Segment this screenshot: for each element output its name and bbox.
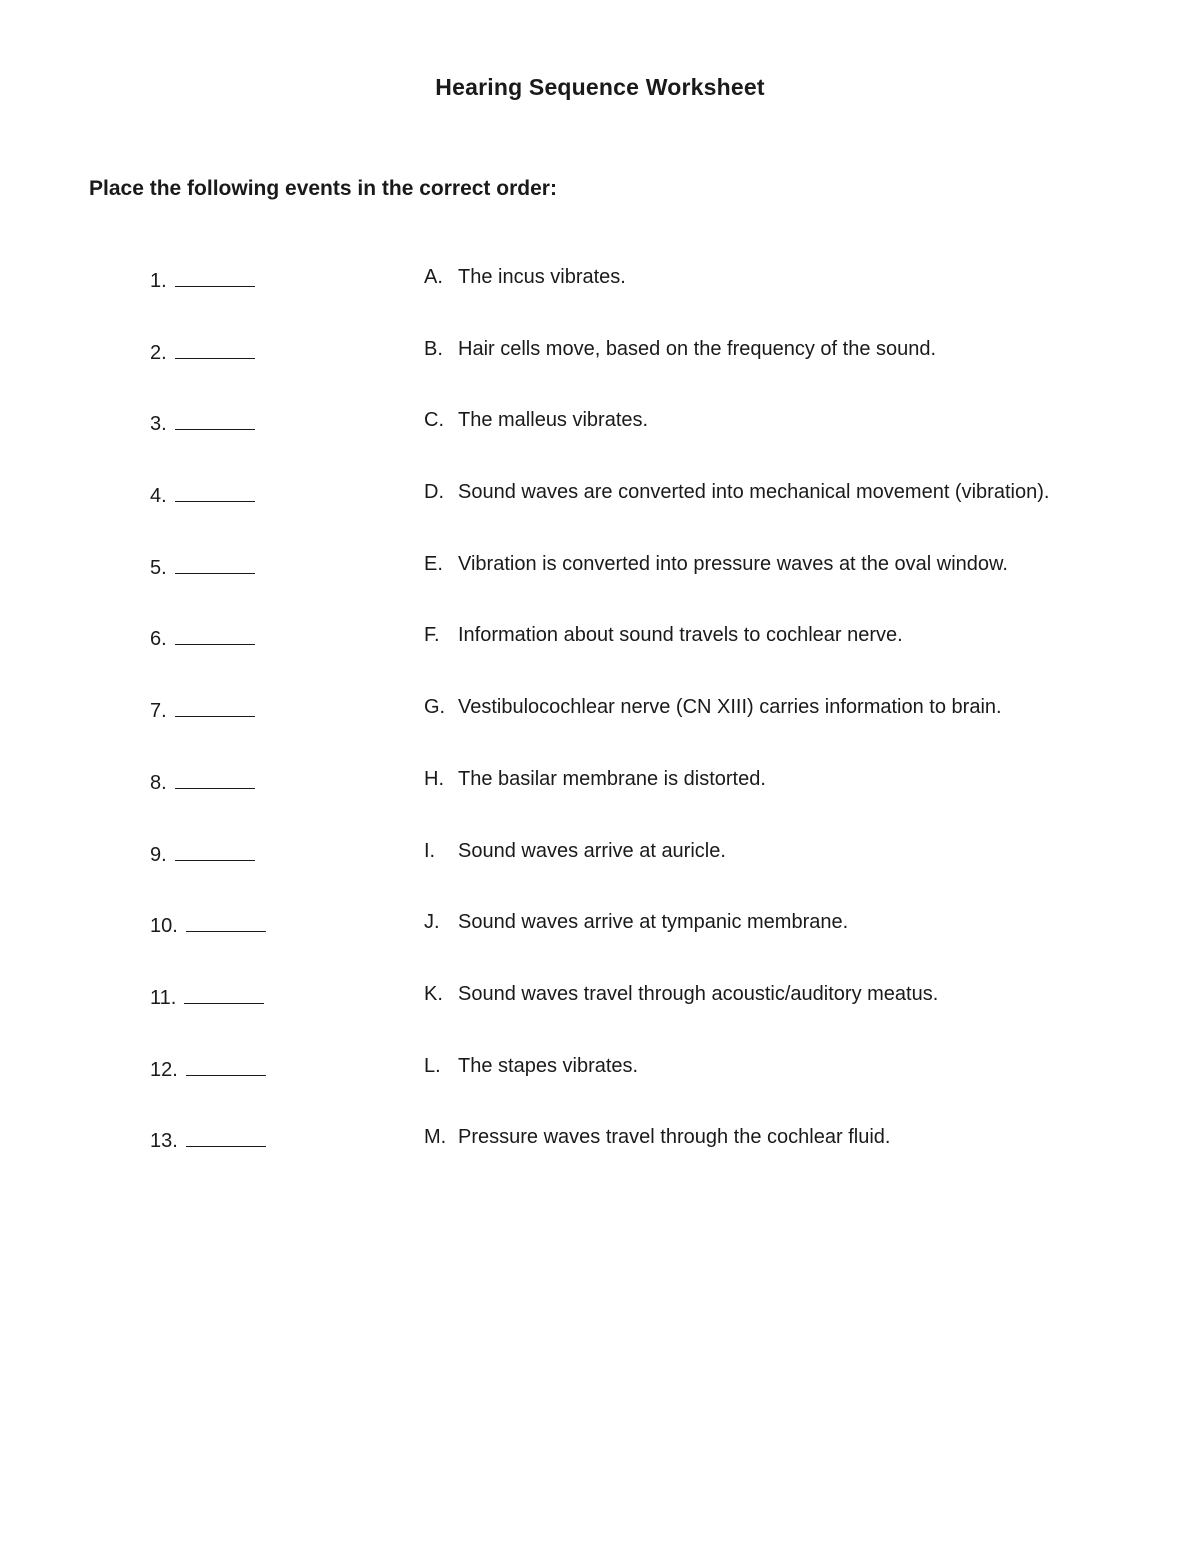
event-letter: D.	[424, 481, 444, 504]
answer-blank[interactable]	[175, 624, 255, 645]
answer-blank[interactable]	[186, 1055, 266, 1076]
answer-blank[interactable]	[186, 1126, 266, 1147]
sequence-row	[0, 1051, 1200, 1123]
answer-blank[interactable]	[175, 840, 255, 861]
event-letter: H.	[424, 767, 444, 790]
item-number: 5.	[150, 556, 167, 579]
event-letter: I.	[424, 839, 436, 862]
event-text: Sound waves travel through acoustic/auditory meatus.	[458, 982, 939, 1005]
answer-blank[interactable]	[175, 553, 255, 574]
event-text: Sound waves arrive at tympanic membrane.	[458, 911, 849, 934]
event-text: Vibration is converted into pressure waves at the oval window.	[458, 552, 1008, 575]
event-letter: F.	[424, 624, 440, 647]
sequence-row	[0, 764, 1200, 836]
item-number: 1.	[150, 270, 167, 292]
event-letter: B.	[424, 337, 443, 360]
sequence-row	[0, 549, 1200, 621]
item-number: 3.	[150, 413, 167, 436]
event-text: The stapes vibrates.	[458, 1054, 639, 1077]
event-text: The basilar membrane is distorted.	[458, 767, 766, 790]
event-letter: G.	[424, 696, 446, 719]
event-letter: E.	[424, 552, 443, 575]
event-text: Pressure waves travel through the cochlear fluid.	[458, 1126, 891, 1149]
event-text: Sound waves are converted into mechanical movement (vibration).	[458, 481, 1050, 504]
answer-blank[interactable]	[175, 696, 255, 717]
sequence-row	[0, 334, 1200, 406]
answer-blank[interactable]	[175, 768, 255, 789]
instruction-text: Place the following events in the correct order:	[89, 177, 557, 200]
answer-blank[interactable]	[175, 338, 255, 359]
sequence-row	[0, 477, 1200, 549]
sequence-row	[0, 836, 1200, 908]
event-letter: K.	[424, 982, 443, 1005]
sequence-row	[0, 405, 1200, 477]
answer-blank[interactable]	[175, 409, 255, 430]
item-number: 4.	[150, 485, 167, 508]
item-number: 10.	[150, 915, 178, 938]
item-number: 7.	[150, 700, 167, 723]
event-letter: A.	[424, 266, 443, 288]
answer-blank[interactable]	[186, 911, 266, 932]
sequence-list	[0, 262, 1200, 1194]
event-text: Vestibulocochlear nerve (CN XIII) carries information to brain.	[458, 696, 1002, 719]
item-number: 12.	[150, 1058, 178, 1081]
answer-blank[interactable]	[175, 266, 255, 287]
event-letter: J.	[424, 911, 440, 934]
event-letter: M.	[424, 1126, 447, 1149]
event-letter: C.	[424, 409, 444, 432]
item-number: 8.	[150, 771, 167, 794]
sequence-row	[0, 1122, 1200, 1194]
item-number: 13.	[150, 1130, 178, 1153]
answer-blank[interactable]	[184, 983, 264, 1004]
event-text: Sound waves arrive at auricle.	[458, 839, 726, 862]
sequence-row	[0, 907, 1200, 979]
sequence-row	[0, 692, 1200, 764]
page-title: Hearing Sequence Worksheet	[435, 74, 765, 100]
item-number: 2.	[150, 341, 167, 364]
item-number: 6.	[150, 628, 167, 651]
sequence-row	[0, 262, 1200, 334]
answer-blank[interactable]	[175, 481, 255, 502]
event-text: The incus vibrates.	[458, 266, 626, 288]
event-text: Information about sound travels to cochlear nerve.	[458, 624, 903, 647]
event-text: Hair cells move, based on the frequency of the sound.	[458, 337, 937, 360]
event-letter: L.	[424, 1054, 441, 1077]
sequence-row	[0, 620, 1200, 692]
sequence-row	[0, 979, 1200, 1051]
event-text: The malleus vibrates.	[458, 409, 649, 432]
item-number: 11.	[150, 986, 177, 1009]
item-number: 9.	[150, 843, 167, 866]
